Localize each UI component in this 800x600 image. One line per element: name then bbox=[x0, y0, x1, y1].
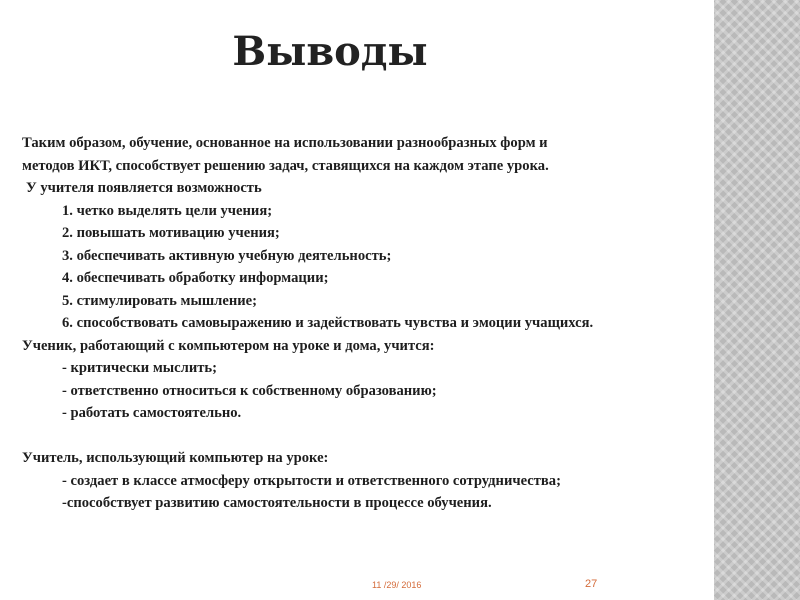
list-item: 4. обеспечивать обработку информации; bbox=[62, 270, 329, 286]
intro-line-1: Таким образом, обучение, основанное на использовании разнообразных форм и bbox=[22, 135, 548, 151]
teacher-computer-heading: Учитель, использующий компьютер на уроке: bbox=[22, 450, 329, 466]
slide-title: Выводы bbox=[232, 28, 428, 75]
footer-date: 11 /29/ 2016 bbox=[372, 580, 422, 590]
list-item: - создает в классе атмосферу открытости и ответственного сотрудничества; bbox=[62, 472, 561, 489]
list-item: - ответственно относиться к собственному образованию; bbox=[62, 382, 437, 399]
teacher-opportunity-text: У учителя появляется возможность bbox=[26, 180, 262, 196]
list-item: 6. способствовать самовыражению и задействовать чувства и эмоции учащихся. bbox=[62, 315, 594, 331]
list-item: - работать самостоятельно. bbox=[62, 405, 242, 421]
list-item: 1. четко выделять цели учения; bbox=[62, 202, 273, 219]
slide-body bbox=[22, 132, 702, 515]
decorative-side-band bbox=[714, 0, 800, 600]
list-item: 3. обеспечивать активную учебную деятельность; bbox=[62, 247, 392, 264]
student-heading: Ученик, работающий с компьютером на уроке и дома, учится: bbox=[22, 337, 435, 354]
intro-line-2: методов ИКТ, способствует решению задач, ставящихся на каждом этапе урока. bbox=[22, 157, 549, 174]
list-item: 5. стимулировать мышление; bbox=[62, 292, 257, 309]
list-item: - критически мыслить; bbox=[62, 360, 218, 376]
spacer bbox=[22, 425, 702, 448]
list-item: -способствует развитию самостоятельности в процессе обучения. bbox=[62, 495, 492, 511]
list-item: 2. повышать мотивацию учения; bbox=[62, 225, 280, 241]
page-number: 27 bbox=[585, 578, 598, 590]
